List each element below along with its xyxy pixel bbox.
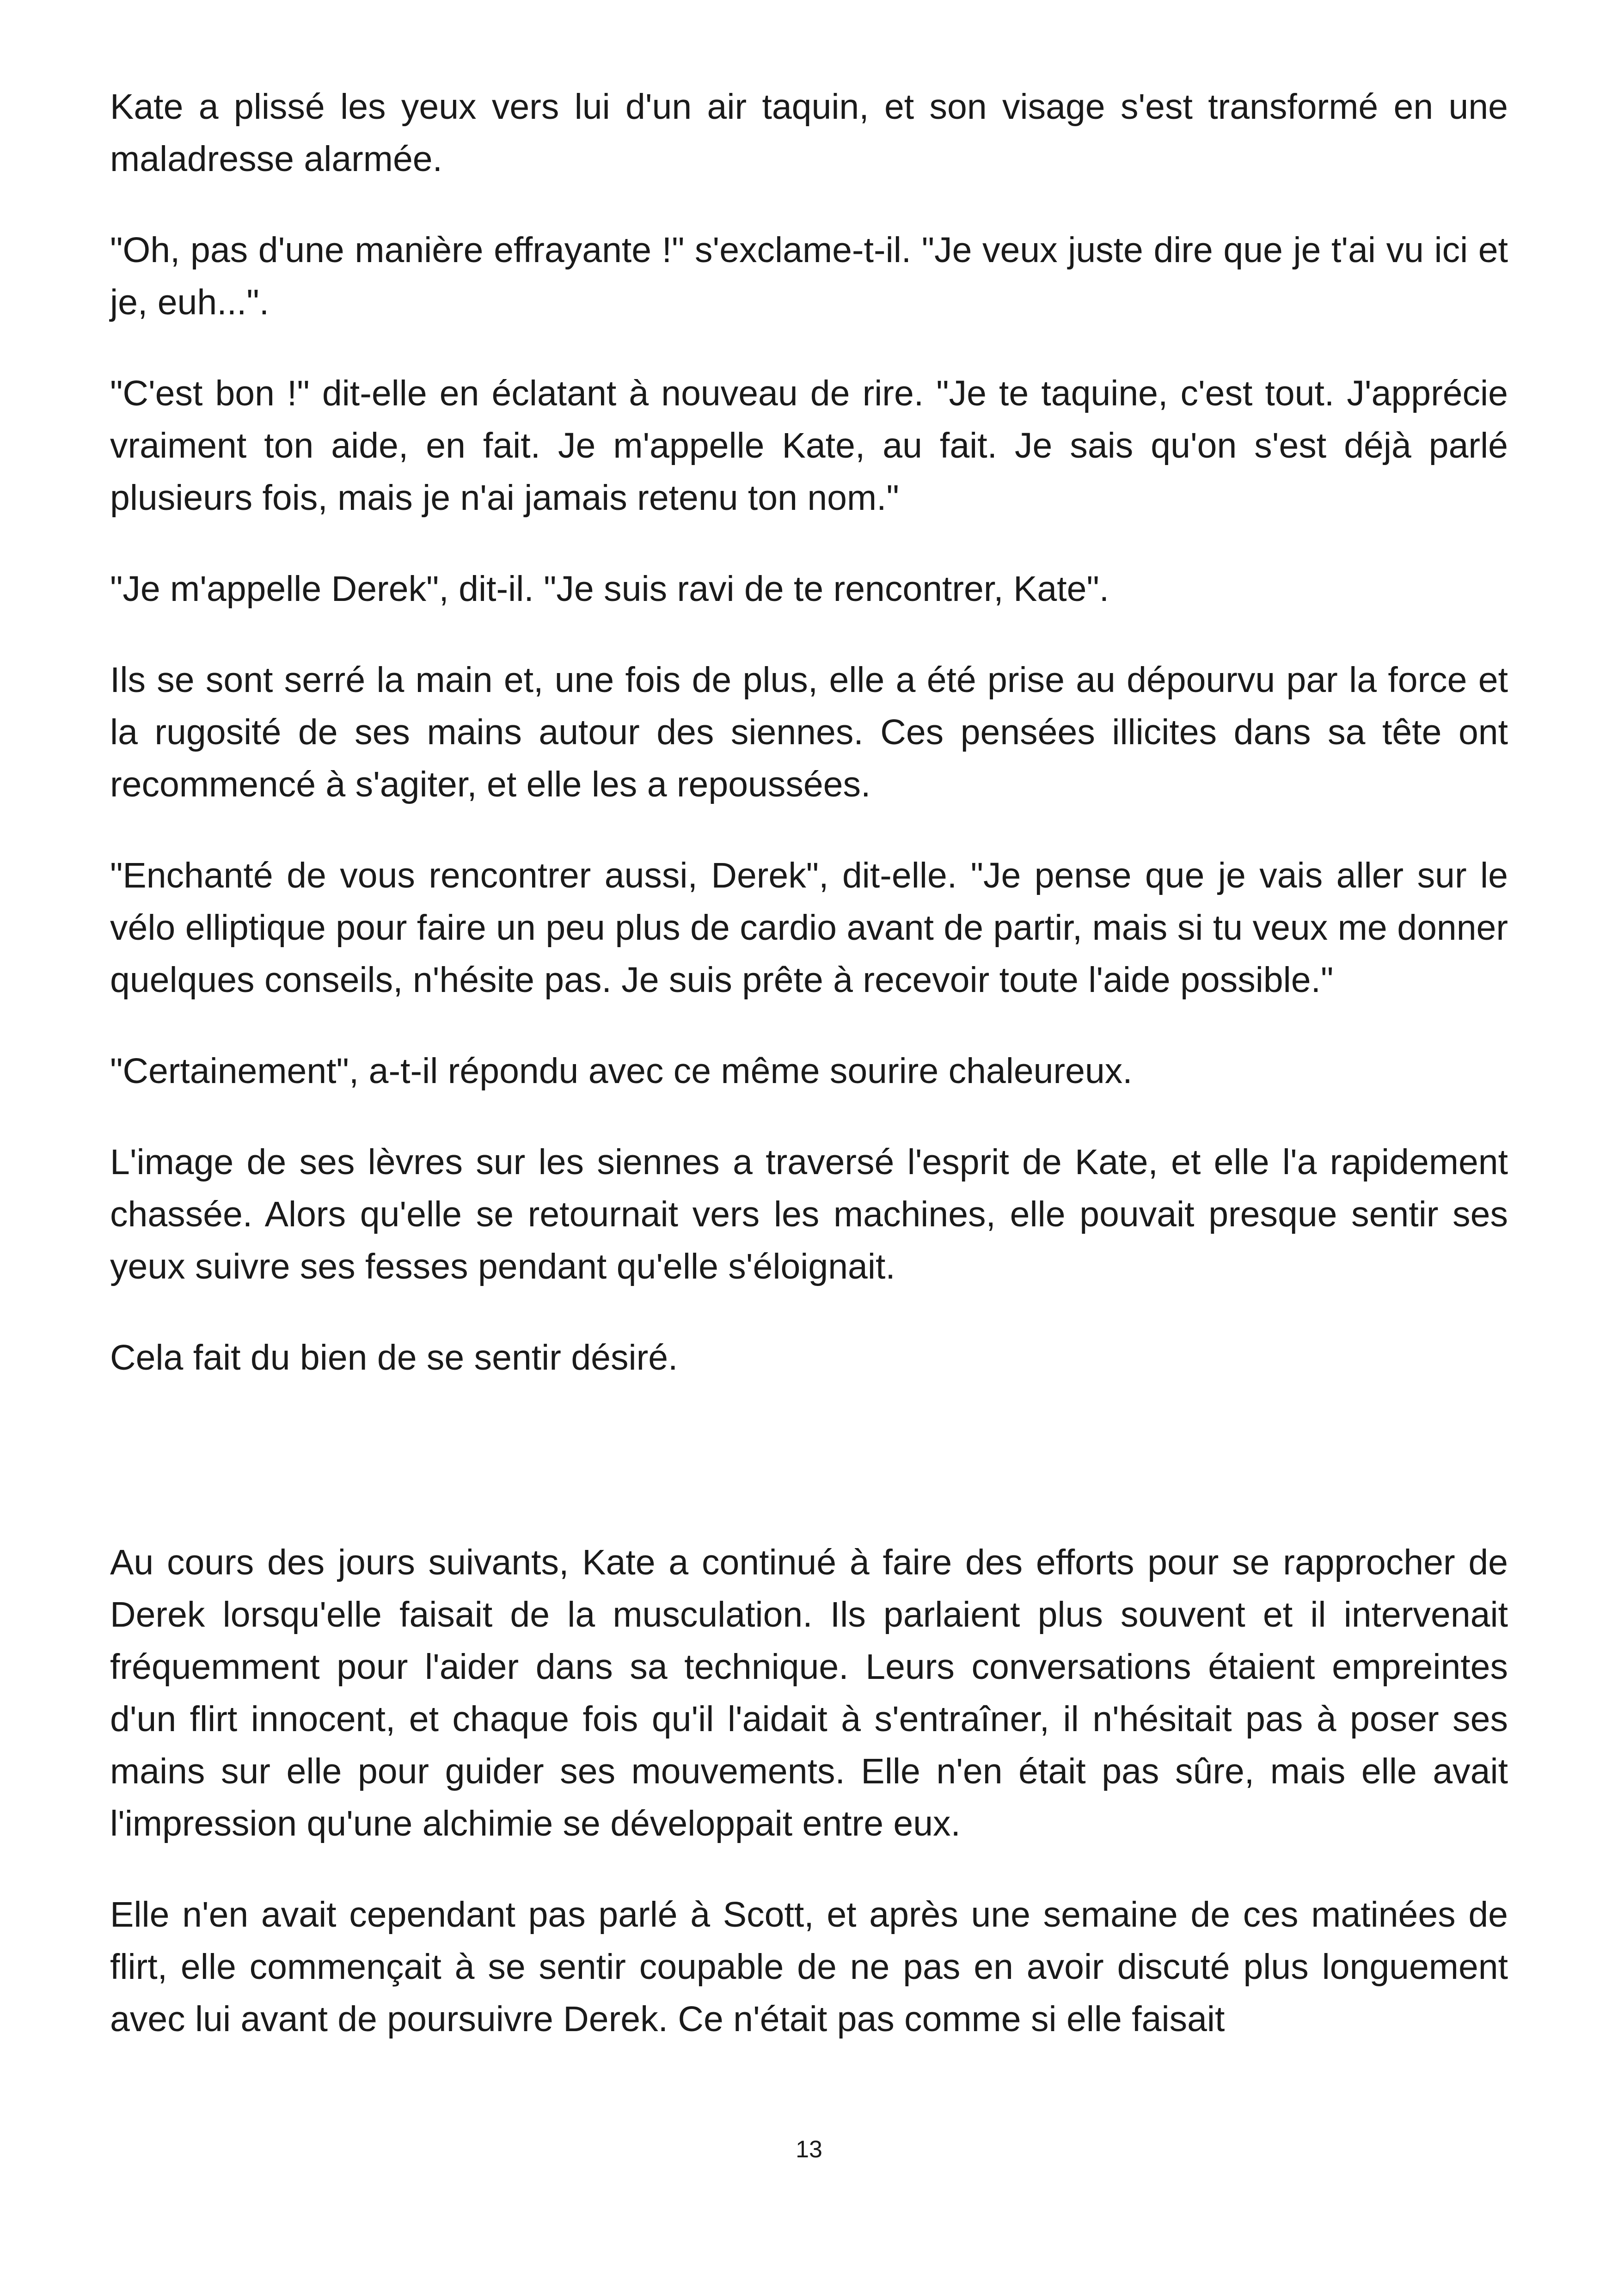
paragraph: Elle n'en avait cependant pas parlé à Scott, et après une semaine de ces matinées de flirt, elle commençait à se sentir coupable de ne pas en avoir discuté plus longuement avec lui avant de poursuivre Derek. Ce n'était pas comme si elle faisait xyxy=(110,1895,1508,2039)
paragraph: "Enchanté de vous rencontrer aussi, Derek", dit-elle. "Je pense que je vais aller sur le vélo elliptique pour faire un peu plus de cardio avant de partir, mais si tu veux me donner quelques conseils, n'hésite pas. Je suis prête à recevoir toute l'aide possible." xyxy=(110,856,1508,1000)
body-text xyxy=(110,81,1508,2084)
paragraph: "Je m'appelle Derek", dit-il. "Je suis ravi de te rencontrer, Kate". xyxy=(110,569,1109,609)
paragraph: "Oh, pas d'une manière effrayante !" s'exclame-t-il. "Je veux juste dire que je t'ai vu ici et je, euh...". xyxy=(110,230,1508,322)
paragraph: Au cours des jours suivants, Kate a continué à faire des efforts pour se rapprocher de Derek lorsqu'elle faisait de la musculation. Ils parlaient plus souvent et il intervenait fréquemment pour l'aider dans sa technique. Leurs conversations étaient empreintes d'un flirt innocent, et chaque fois qu'il l'aidait à s'entraîner, il n'hésitait pas à poser ses mains sur elle pour guider ses mouvements. Elle n'en était pas sûre, mais elle avait l'impression qu'une alchimie se développait entre eux. xyxy=(110,1543,1508,1843)
paragraph: "Certainement", a-t-il répondu avec ce même sourire chaleureux. xyxy=(110,1051,1133,1091)
paragraph: "C'est bon !" dit-elle en éclatant à nouveau de rire. "Je te taquine, c'est tout. J'apprécie vraiment ton aide, en fait. Je m'appelle Kate, au fait. Je sais qu'on s'est déjà parlé plusieurs fois, mais je n'ai jamais retenu ton nom." xyxy=(110,373,1508,518)
paragraph: Cela fait du bien de se sentir désiré. xyxy=(110,1338,678,1378)
page-number: 13 xyxy=(796,2136,822,2163)
paragraph: Ils se sont serré la main et, une fois de plus, elle a été prise au dépourvu par la force et la rugosité de ses mains autour des siennes. Ces pensées illicites dans sa tête ont recommencé à s'agiter, et elle les a repoussées. xyxy=(110,660,1508,804)
paragraph: L'image de ses lèvres sur les siennes a traversé l'esprit de Kate, et elle l'a rapidement chassée. Alors qu'elle se retournait vers les machines, elle pouvait presque sentir ses yeux suivre ses fesses pendant qu'elle s'éloignait. xyxy=(110,1142,1508,1286)
paragraph: Kate a plissé les yeux vers lui d'un air taquin, et son visage s'est transformé en une maladresse alarmée. xyxy=(110,87,1508,179)
